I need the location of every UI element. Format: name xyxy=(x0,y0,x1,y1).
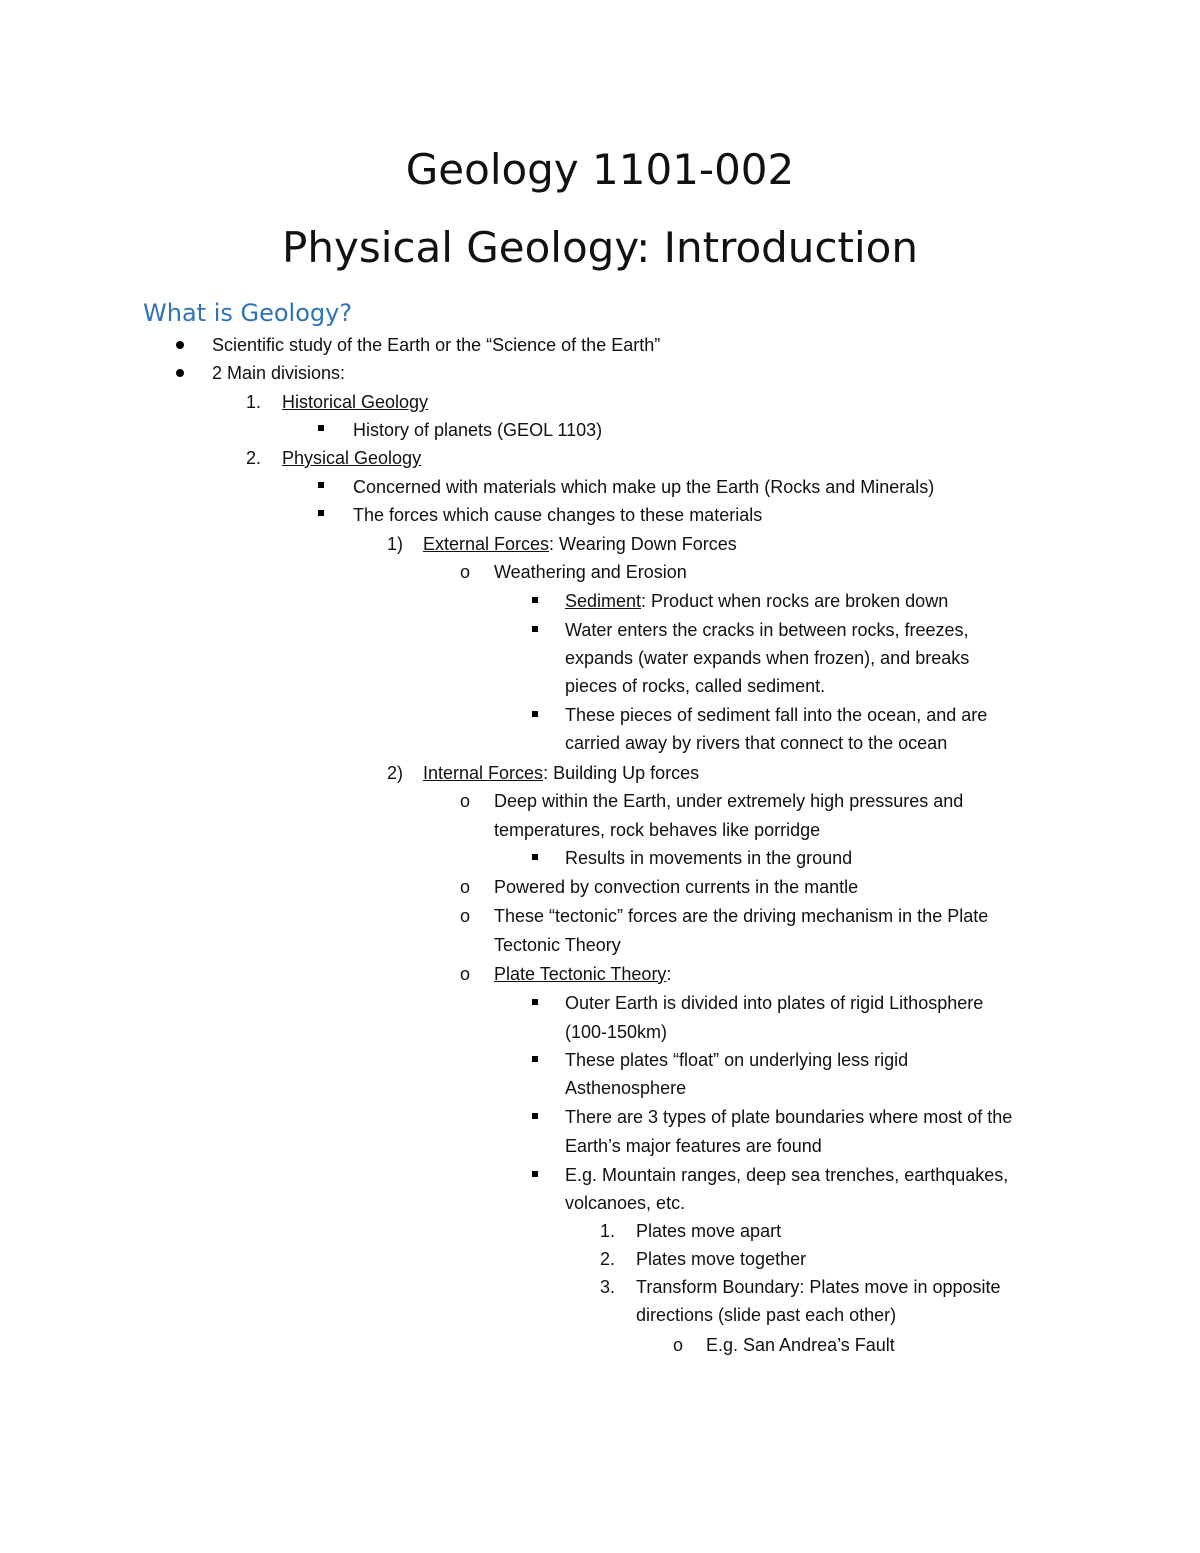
hollow-bullet-icon: o xyxy=(460,906,471,926)
list-item xyxy=(494,960,671,988)
section-heading: What is Geology? xyxy=(143,299,353,327)
list-item-continuation: (100-150km) xyxy=(565,1022,668,1042)
list-item: These pieces of sediment fall into the ocean, and are xyxy=(565,705,988,725)
list-item-continuation: directions (slide past each other) xyxy=(636,1305,897,1325)
square-bullet-icon xyxy=(532,597,538,603)
list-item: Scientific study of the Earth or the “Science of the Earth” xyxy=(212,335,661,355)
list-item: E.g. Mountain ranges, deep sea trenches, earthquakes, xyxy=(565,1165,1009,1185)
force-label: External Forces xyxy=(423,534,550,554)
list-item: Weathering and Erosion xyxy=(494,562,687,582)
list-item: These “tectonic” forces are the driving mechanism in the Plate xyxy=(494,906,989,926)
list-item: 2 Main divisions: xyxy=(212,363,346,383)
square-bullet-icon xyxy=(318,425,324,431)
bullet-icon xyxy=(176,341,184,349)
list-number: 1) xyxy=(387,534,404,554)
list-item: Concerned with materials which make up the Earth (Rocks and Minerals) xyxy=(353,477,935,497)
hollow-bullet-icon: o xyxy=(460,964,471,984)
square-bullet-icon xyxy=(532,1113,538,1119)
force-heading xyxy=(423,759,699,787)
list-item-continuation: temperatures, rock behaves like porridge xyxy=(494,820,821,840)
hollow-bullet-icon: o xyxy=(673,1335,684,1355)
force-heading xyxy=(423,530,737,558)
list-item: Plates move together xyxy=(636,1249,807,1269)
list-number: 2) xyxy=(387,763,404,783)
list-item: E.g. San Andrea’s Fault xyxy=(706,1335,895,1355)
list-item-continuation: Earth’s major features are found xyxy=(565,1136,822,1156)
square-bullet-icon xyxy=(532,854,538,860)
hollow-bullet-icon: o xyxy=(460,791,471,811)
document-subtitle: Physical Geology: Introduction xyxy=(282,223,918,272)
list-item-continuation: carried away by rivers that connect to the ocean xyxy=(565,733,948,753)
term-label: Sediment xyxy=(565,591,642,611)
square-bullet-icon xyxy=(318,482,324,488)
bullet-icon xyxy=(176,369,184,377)
list-item-continuation: Asthenosphere xyxy=(565,1078,687,1098)
list-item xyxy=(565,587,948,615)
list-item-continuation: pieces of rocks, called sediment. xyxy=(565,676,826,696)
division-heading: Historical Geology xyxy=(282,392,429,412)
force-label: Internal Forces xyxy=(423,763,544,783)
list-number: 2. xyxy=(246,448,262,468)
list-number: 1. xyxy=(600,1221,616,1241)
force-description: : Building Up forces xyxy=(543,763,700,783)
square-bullet-icon xyxy=(532,1171,538,1177)
square-bullet-icon xyxy=(532,999,538,1005)
square-bullet-icon xyxy=(532,711,538,717)
theory-label: Plate Tectonic Theory xyxy=(494,964,667,984)
list-number: 1. xyxy=(246,392,262,412)
list-item: Results in movements in the ground xyxy=(565,848,853,868)
list-item: Outer Earth is divided into plates of rigid Lithosphere xyxy=(565,993,984,1013)
list-item-continuation: Tectonic Theory xyxy=(494,935,621,955)
list-item: There are 3 types of plate boundaries where most of the xyxy=(565,1107,1013,1127)
list-item: The forces which cause changes to these materials xyxy=(353,505,763,525)
theory-colon: : xyxy=(666,964,672,984)
list-item: Plates move apart xyxy=(636,1221,782,1241)
document-title: Geology 1101-002 xyxy=(405,145,795,194)
list-number: 3. xyxy=(600,1277,616,1297)
list-item: History of planets (GEOL 1103) xyxy=(353,420,603,440)
hollow-bullet-icon: o xyxy=(460,877,471,897)
square-bullet-icon xyxy=(318,510,324,516)
list-number: 2. xyxy=(600,1249,616,1269)
list-item: These plates “float” on underlying less rigid xyxy=(565,1050,909,1070)
list-item: Powered by convection currents in the mantle xyxy=(494,877,859,897)
list-item-continuation: volcanoes, etc. xyxy=(565,1193,686,1213)
division-heading: Physical Geology xyxy=(282,448,422,468)
square-bullet-icon xyxy=(532,626,538,632)
list-item-continuation: expands (water expands when frozen), and breaks xyxy=(565,648,970,668)
force-description: : Wearing Down Forces xyxy=(549,534,737,554)
list-item: Transform Boundary: Plates move in opposite xyxy=(636,1277,1001,1297)
list-item: Deep within the Earth, under extremely high pressures and xyxy=(494,791,964,811)
hollow-bullet-icon: o xyxy=(460,562,471,582)
term-definition: : Product when rocks are broken down xyxy=(641,591,949,611)
square-bullet-icon xyxy=(532,1056,538,1062)
list-item: Water enters the cracks in between rocks, freezes, xyxy=(565,620,969,640)
